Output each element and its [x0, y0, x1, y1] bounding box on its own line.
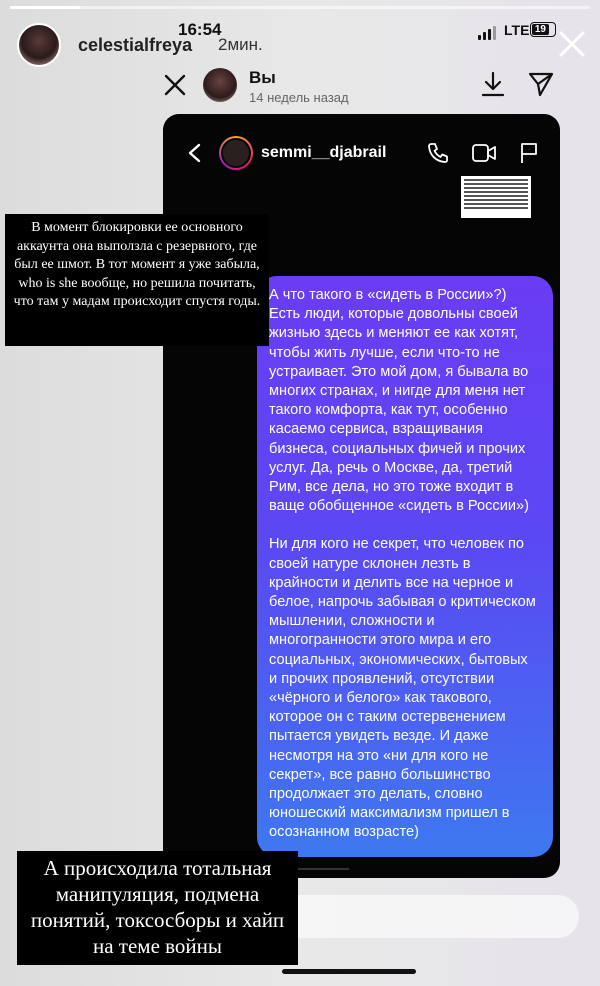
dm-avatar [219, 136, 253, 170]
video-icon [471, 142, 497, 164]
post-time: 14 недель назад [249, 90, 349, 105]
back-icon [185, 142, 205, 164]
signal-icon [478, 26, 496, 40]
download-icon [480, 70, 506, 98]
post-author: Вы [249, 68, 276, 87]
message-bubble [257, 276, 553, 857]
story-progress [10, 6, 590, 9]
story-avatar[interactable] [17, 23, 61, 67]
dm-username: semmi__djabrail [261, 144, 387, 161]
message-paragraph: Ни для кого не секрет, что человек по своей натуре склонен лезть в крайности и делить все на черное и белое, напрочь забывая о критическом мышлении, сложности и многогранности этого мира и его социальных, экономических, бытовых и прочих проявлений, отсутствии «чёрного и белого» как такового, которое он с таким остервенением пытается увидеть везде. И даже несмотря на это «ни для кого не секрет», все равно большинство продолжает это делать, словно юношеский максимализм пришел в осознанном возрасте) [269, 536, 536, 841]
send-icon [527, 70, 555, 98]
progress-segment [10, 6, 590, 9]
flag-icon [519, 141, 539, 165]
home-indicator[interactable] [282, 969, 416, 974]
message-paragraph: А что такого в «сидеть в России»?) Есть люди, которые довольны своей жизнью здесь и меняют ее как хотят, чтобы жить лучше, если что-то не устраивает. Это мой дом, я бывала во многих странах, и нигде для меня нет такого комфорта, как тут, особенно касаемо сервиса, взращивания бизнеса, социальных фичей и прочих услуг. Да, речь о Москве, да, третий Рим, все дела, но это тоже входит в ваще обобщенное «сидеть в России») [269, 287, 529, 515]
battery-icon [530, 22, 556, 37]
story-time: 2мин. [218, 35, 263, 54]
shared-image-thumbnail [461, 176, 531, 218]
back-button [185, 142, 205, 164]
caption-bottom: А происходила тотальная манипуляция, подмена понятий, токсосборы и хайп на теме войны [17, 851, 298, 965]
reply-input[interactable] [272, 895, 579, 938]
download-button[interactable] [480, 70, 506, 98]
dismiss-button[interactable] [160, 70, 190, 100]
send-button[interactable] [527, 70, 555, 98]
battery-percent: 19 [532, 24, 549, 35]
status-time: 16:54 [178, 20, 222, 39]
close-story-button[interactable] [554, 26, 590, 62]
story-username[interactable]: celestialfreya [78, 35, 193, 55]
network-type: LTE [504, 22, 530, 38]
caption-top: В момент блокировки ее основного аккаунта она выползла с резервного, где был ее шмот. В тот момент я уже забыла, who is she вообще, но решила почитать, что там у мадам происходит спустя годы. [5, 214, 269, 346]
close-icon [554, 26, 590, 62]
post-avatar [203, 68, 237, 102]
close-icon [160, 70, 190, 100]
progress-fill [10, 6, 80, 9]
phone-icon [426, 141, 450, 165]
